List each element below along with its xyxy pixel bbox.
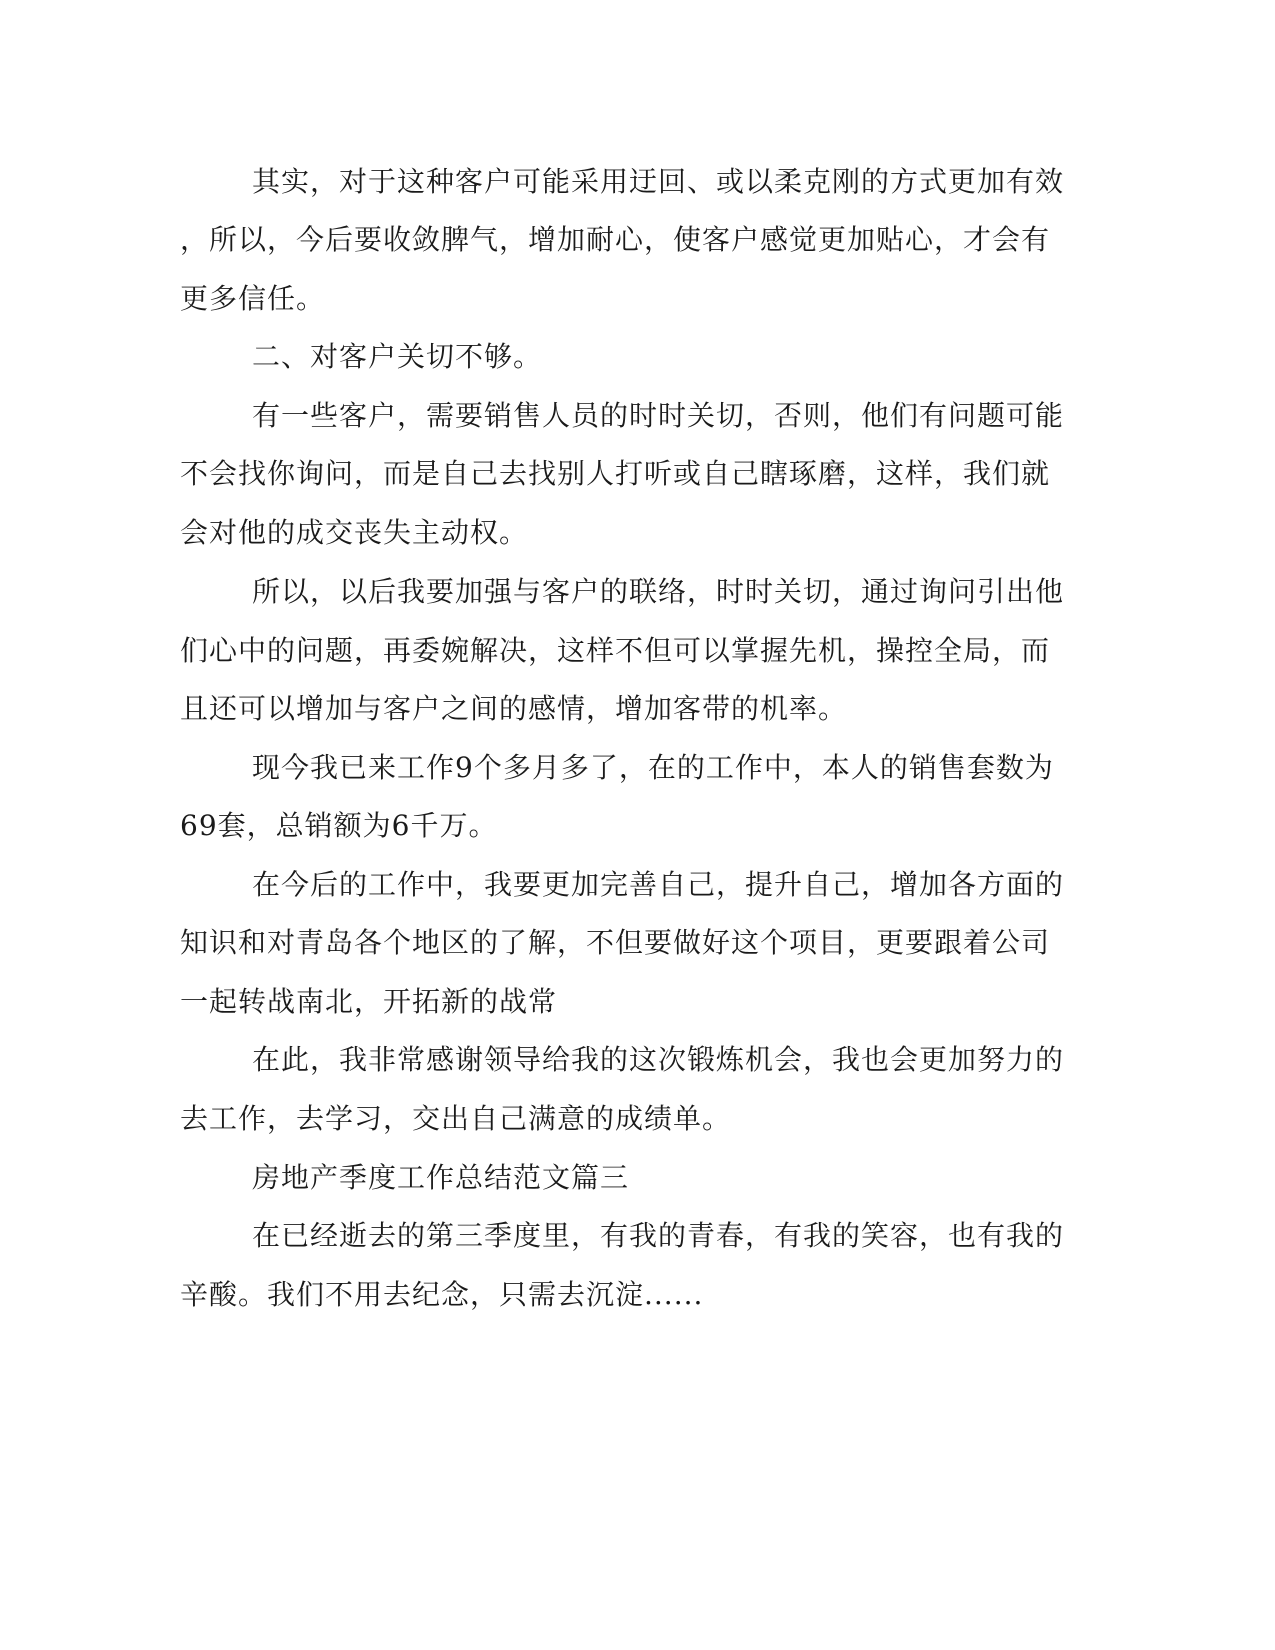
text-line: 且还可以增加与客户之间的感情，增加客带的机率。 xyxy=(180,692,848,725)
text-line: 们心中的问题，再委婉解决，这样不但可以掌握先机，操控全局，而 xyxy=(180,634,1051,667)
text-line: ，所以，今后要收敛脾气，增加耐心，使客户感觉更加贴心，才会有 xyxy=(180,223,1051,256)
text-line: 一起转战南北，开拓新的战常 xyxy=(180,985,558,1018)
text-line: 更多信任。 xyxy=(180,282,326,315)
text-line: 知识和对青岛各个地区的了解，不但要做好这个项目，更要跟着公司 xyxy=(180,926,1051,959)
text-line: 辛酸。我们不用去纪念，只需去沉淀...... xyxy=(180,1278,704,1311)
text-line: 在此，我非常感谢领导给我的这次锻炼机会，我也会更加努力的 xyxy=(252,1043,1065,1076)
section-heading: 房地产季度工作总结范文篇三 xyxy=(252,1161,630,1194)
text-line: 会对他的成交丧失主动权。 xyxy=(180,516,529,549)
text-line: 去工作，去学习，交出自己满意的成绩单。 xyxy=(180,1102,732,1135)
text-line: 现今我已来工作9个多月多了，在的工作中，本人的销售套数为 xyxy=(252,751,1054,784)
text-line: 69套，总销额为6千万。 xyxy=(180,809,498,842)
section-heading: 二、对客户关切不够。 xyxy=(252,340,543,373)
text-line: 不会找你询问，而是自己去找别人打听或自己瞎琢磨，这样，我们就 xyxy=(180,457,1051,490)
text-line: 在今后的工作中，我要更加完善自己，提升自己，增加各方面的 xyxy=(252,868,1065,901)
text-line: 所以，以后我要加强与客户的联络，时时关切，通过询问引出他 xyxy=(252,575,1065,608)
text-line: 在已经逝去的第三季度里，有我的青春，有我的笑容，也有我的 xyxy=(252,1219,1065,1252)
text-line: 其实，对于这种客户可能采用迂回、或以柔克刚的方式更加有效 xyxy=(252,165,1065,198)
text-line: 有一些客户，需要销售人员的时时关切，否则，他们有问题可能 xyxy=(252,399,1065,432)
